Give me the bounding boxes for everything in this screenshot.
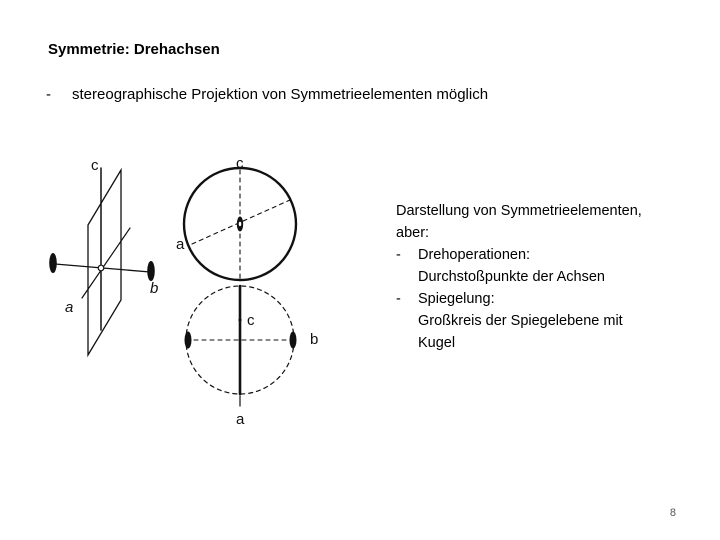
- symmetry-axes-figure: [40, 150, 340, 435]
- label-perspective-a: a: [65, 299, 74, 316]
- bullet-item: [46, 86, 488, 103]
- label-upper-c: c: [236, 155, 244, 172]
- center-point: [98, 265, 104, 271]
- lower-center-point: [238, 318, 241, 321]
- label-perspective-b: b: [150, 280, 159, 297]
- description-item-term: Drehoperationen:: [418, 247, 531, 263]
- description-item-detail: Durchstoßpunkte der Achsen: [418, 269, 605, 285]
- description-item-mirror: [396, 288, 696, 310]
- lower-twofold-symbol-right: [290, 332, 297, 349]
- page-number: 8: [669, 507, 676, 519]
- label-upper-a: a: [176, 236, 185, 253]
- description-item-detail: Großkreis der Spiegelebene mit: [418, 313, 623, 329]
- bullet-text: stereographische Projektion von Symmetrieelementen möglich: [72, 86, 489, 103]
- description-item-marker: -: [396, 247, 401, 263]
- perspective-sketch: [49, 168, 155, 355]
- description-item-detail: Kugel: [418, 335, 456, 351]
- mirror-plane: [88, 170, 121, 355]
- upper-twofold-hole: [239, 222, 242, 226]
- description-line-1: Darstellung von Symmetrieelementen,: [396, 203, 642, 219]
- description-item-rotation: [396, 244, 696, 266]
- label-perspective-c: c: [91, 157, 99, 174]
- twofold-symbol-left: [49, 253, 57, 273]
- description-item-term: Spiegelung:: [418, 291, 495, 307]
- lower-twofold-symbol-left: [185, 332, 192, 349]
- lower-projection: [185, 286, 297, 406]
- bullet-marker: -: [46, 86, 51, 103]
- description-item-marker: -: [396, 291, 401, 307]
- label-lower-a: a: [236, 411, 245, 428]
- upper-projection: [184, 168, 296, 280]
- label-lower-c: c: [247, 312, 255, 329]
- slide-title: Symmetrie: Drehachsen: [48, 41, 220, 58]
- label-lower-b: b: [310, 331, 319, 348]
- axis-a-line: [82, 228, 130, 298]
- twofold-symbol-right: [147, 261, 155, 281]
- description-line-2: aber:: [396, 225, 430, 241]
- description-block: [396, 200, 696, 354]
